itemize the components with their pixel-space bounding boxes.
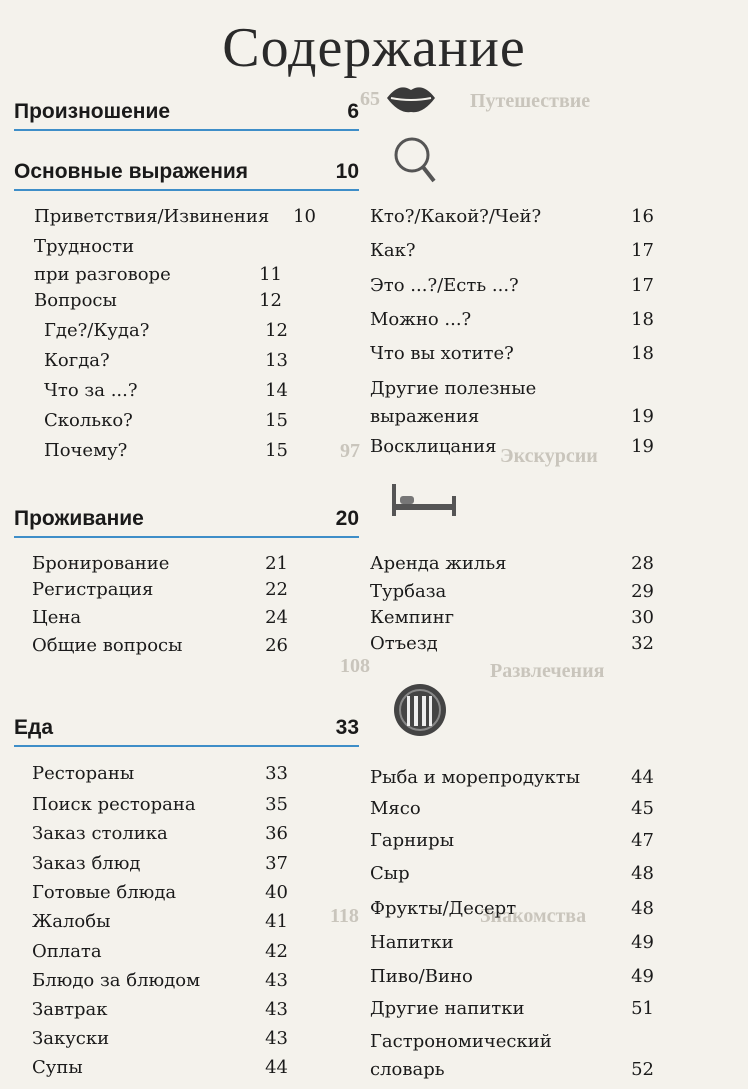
toc-entry-page: 48 — [631, 863, 654, 884]
toc-entry-page: 19 — [631, 406, 654, 427]
toc-entry — [370, 604, 654, 632]
toc-entry-page: 44 — [631, 767, 654, 788]
toc-entry-label: Рыба и морепродукты — [370, 767, 581, 788]
toc-entry-label: Что за ...? — [44, 380, 138, 401]
toc-entry — [370, 272, 654, 300]
toc-entry-page: 17 — [631, 240, 654, 261]
section-page-number: 33 — [335, 716, 359, 739]
toc-entry — [32, 908, 288, 936]
toc-entry-page: 33 — [265, 763, 288, 784]
ghost-page-travel: 65 — [360, 88, 380, 110]
toc-entry-label: Трудности при разговоре — [34, 236, 171, 285]
toc-entry-label: Фрукты/Десерт — [370, 898, 517, 919]
toc-entry — [44, 377, 288, 405]
toc-entry — [32, 760, 288, 788]
toc-entry-label: Закуски — [32, 1028, 110, 1049]
toc-entry-label: Турбаза — [370, 581, 447, 602]
toc-entry-page: 40 — [265, 882, 288, 903]
toc-entry-label: Отъезд — [370, 633, 438, 654]
toc-entry-label: Готовые блюда — [32, 882, 177, 903]
ghost-page-dating: 118 — [330, 905, 359, 927]
toc-entry-label: Оплата — [32, 941, 102, 962]
toc-entry-page: 37 — [265, 853, 288, 874]
section-heading — [14, 160, 359, 200]
toc-entry — [32, 576, 288, 604]
toc-entry-page: 15 — [265, 440, 288, 461]
toc-entry-page: 10 — [293, 206, 316, 227]
toc-entry — [370, 375, 654, 431]
toc-entry-label: Сколько? — [44, 410, 133, 431]
toc-entry — [32, 820, 288, 848]
toc-entry-page: 35 — [265, 794, 288, 815]
lips-icon — [385, 80, 437, 116]
toc-entry-label: Гарниры — [370, 830, 455, 851]
toc-entry-page: 18 — [631, 309, 654, 330]
ghost-heading-travel: Путешествие — [470, 90, 591, 112]
toc-entry-page: 41 — [265, 911, 288, 932]
toc-entry-label: Рестораны — [32, 763, 135, 784]
toc-entry-page: 22 — [265, 579, 288, 600]
toc-entry — [32, 604, 288, 632]
toc-entry-label: Что вы хотите? — [370, 343, 514, 364]
section-heading — [14, 716, 359, 756]
toc-entry — [44, 317, 288, 345]
toc-entry — [44, 347, 288, 375]
toc-entry — [32, 632, 288, 660]
section-page-number: 10 — [335, 160, 359, 183]
toc-entry-page: 29 — [631, 581, 654, 602]
toc-entry-page: 51 — [631, 998, 654, 1019]
toc-entry-page: 36 — [265, 823, 288, 844]
toc-entry-label: Заказ блюд — [32, 853, 141, 874]
toc-entry — [370, 827, 654, 855]
toc-entry-page: 21 — [265, 553, 288, 574]
ghost-heading-entertainment: Развлечения — [490, 660, 605, 682]
toc-entry — [370, 929, 654, 957]
section-heading — [14, 507, 359, 547]
toc-entry-page: 48 — [631, 898, 654, 919]
toc-entry-page: 52 — [631, 1059, 654, 1080]
toc-entry-label: Жалобы — [32, 911, 111, 932]
toc-entry-page: 11 — [259, 264, 282, 285]
toc-entry-page: 16 — [631, 206, 654, 227]
toc-entry-label: Регистрация — [32, 579, 154, 600]
toc-entry-page: 32 — [631, 633, 654, 654]
toc-entry-label: Можно ...? — [370, 309, 472, 330]
cutlery-icon — [392, 682, 448, 738]
toc-entry — [370, 795, 654, 823]
toc-entry-page: 17 — [631, 275, 654, 296]
toc-entry — [370, 237, 654, 265]
toc-entry-label: Поиск ресторана — [32, 794, 196, 815]
toc-entry-label: Сыр — [370, 863, 410, 884]
toc-entry — [370, 578, 654, 606]
section-rule — [14, 189, 359, 191]
toc-entry — [32, 550, 288, 578]
toc-entry-page: 18 — [631, 343, 654, 364]
toc-entry — [32, 850, 288, 878]
toc-entry-page: 49 — [631, 966, 654, 987]
toc-entry-label: Напитки — [370, 932, 454, 953]
toc-entry-label: Другие напитки — [370, 998, 525, 1019]
section-heading — [14, 100, 359, 140]
toc-entry-label: Когда? — [44, 350, 110, 371]
toc-entry-page: 45 — [631, 798, 654, 819]
ghost-page-entertainment: 108 — [340, 655, 370, 677]
toc-entry-label: Супы — [32, 1057, 83, 1078]
toc-entry — [34, 233, 282, 289]
toc-entry-label: Блюдо за блюдом — [32, 970, 201, 991]
toc-entry — [370, 340, 654, 368]
toc-entry — [370, 860, 654, 888]
toc-entry-label: Другие полезные выражения — [370, 378, 537, 427]
toc-entry-page: 49 — [631, 932, 654, 953]
toc-entry — [34, 203, 316, 231]
toc-entry-label: Аренда жилья — [370, 553, 507, 574]
toc-entry — [32, 879, 288, 907]
toc-entry — [32, 938, 288, 966]
section-title: Основные выражения — [14, 160, 249, 183]
toc-entry-page: 43 — [265, 1028, 288, 1049]
toc-entry-label: Бронирование — [32, 553, 170, 574]
magnifier-icon — [392, 135, 438, 185]
toc-entry-page: 19 — [631, 436, 654, 457]
toc-entry-label: Гастрономический словарь — [370, 1031, 552, 1080]
toc-entry-page: 14 — [265, 380, 288, 401]
section-page-number: 20 — [335, 507, 359, 530]
toc-entry-label: Приветствия/Извинения — [34, 206, 270, 227]
toc-entry-page: 47 — [631, 830, 654, 851]
toc-entry-page: 43 — [265, 999, 288, 1020]
toc-entry — [370, 895, 654, 923]
toc-entry — [370, 203, 654, 231]
toc-entry-label: Мясо — [370, 798, 421, 819]
section-rule — [14, 536, 359, 538]
toc-entry-label: Это ...?/Есть ...? — [370, 275, 519, 296]
section-title: Еда — [14, 716, 54, 739]
section-title: Проживание — [14, 507, 144, 530]
toc-entry — [44, 437, 288, 465]
toc-entry-page: 44 — [265, 1057, 288, 1078]
toc-entry-page: 24 — [265, 607, 288, 628]
toc-entry-label: Завтрак — [32, 999, 108, 1020]
toc-entry — [32, 1054, 288, 1082]
toc-entry-label: Цена — [32, 607, 82, 628]
toc-entry-label: Заказ столика — [32, 823, 168, 844]
toc-entry-page: 12 — [265, 320, 288, 341]
toc-entry-label: Где?/Куда? — [44, 320, 150, 341]
section-rule — [14, 129, 359, 131]
toc-entry — [44, 407, 288, 435]
toc-entry-label: Кто?/Какой?/Чей? — [370, 206, 542, 227]
toc-entry — [370, 963, 654, 991]
toc-entry-page: 13 — [265, 350, 288, 371]
toc-entry — [370, 550, 654, 578]
toc-entry — [370, 1028, 654, 1084]
toc-entry — [34, 287, 282, 315]
section-rule — [14, 745, 359, 747]
ghost-heading-dating: Знакомства — [480, 905, 587, 927]
toc-entry — [370, 433, 654, 461]
toc-entry-label: Почему? — [44, 440, 128, 461]
toc-entry — [370, 764, 654, 792]
toc-entry-page: 26 — [265, 635, 288, 656]
page-title: Содержание — [222, 17, 526, 79]
ghost-page-excursions: 97 — [340, 440, 360, 462]
toc-entry-label: Общие вопросы — [32, 635, 183, 656]
toc-entry-page: 42 — [265, 941, 288, 962]
toc-entry-page: 15 — [265, 410, 288, 431]
toc-entry — [370, 306, 654, 334]
toc-entry — [32, 1025, 288, 1053]
toc-entry-page: 28 — [631, 553, 654, 574]
toc-entry-page: 43 — [265, 970, 288, 991]
toc-entry — [370, 995, 654, 1023]
toc-entry-label: Пиво/Вино — [370, 966, 473, 987]
section-page-number: 6 — [347, 100, 359, 123]
toc-entry-label: Как? — [370, 240, 416, 261]
bed-icon — [388, 478, 460, 520]
toc-entry-label: Вопросы — [34, 290, 117, 311]
toc-entry-page: 30 — [631, 607, 654, 628]
toc-entry-page: 12 — [259, 290, 282, 311]
toc-entry-label: Кемпинг — [370, 607, 455, 628]
toc-entry — [370, 630, 654, 658]
toc-entry-label: Восклицания — [370, 436, 497, 457]
ghost-heading-excursions: Экскурсии — [500, 445, 598, 467]
toc-entry — [32, 996, 288, 1024]
toc-entry — [32, 967, 288, 995]
section-title: Произношение — [14, 100, 171, 123]
toc-entry — [32, 791, 288, 819]
